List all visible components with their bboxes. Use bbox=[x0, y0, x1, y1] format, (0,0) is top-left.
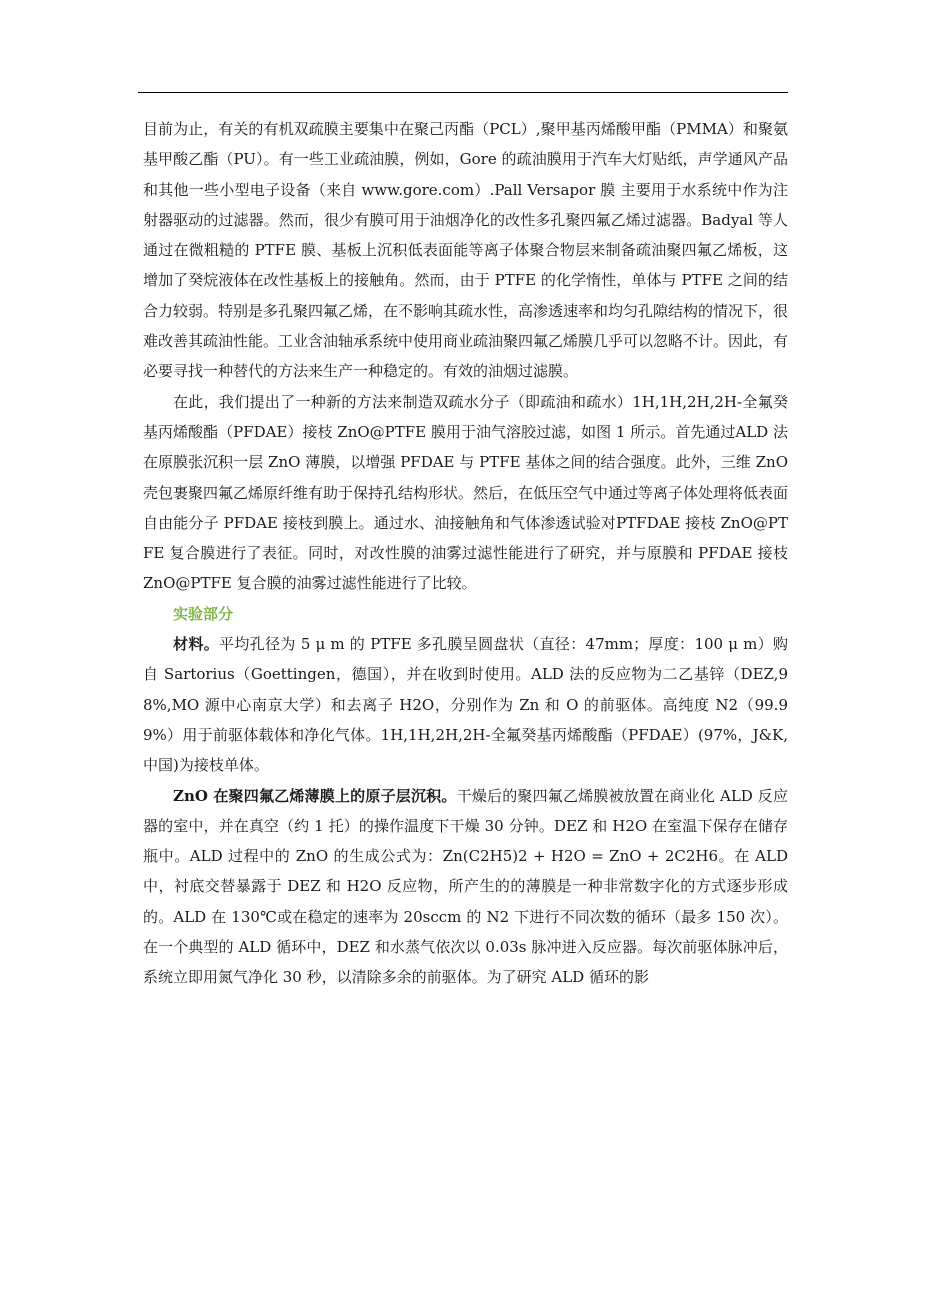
document-body bbox=[143, 114, 788, 993]
ald-body: 干燥后的聚四氟乙烯膜被放置在商业化 ALD 反应器的室中，并在真空（约 1 托）的操作温度下干燥 30 分钟。DEZ 和 H2O 在室温下保存在储存瓶中。ALD 过程中的 ZnO 的生成公式为：Zn(C2H5)2 + H2O = ZnO + 2C2H6。在 ALD 中，衬底交替暴露于 DEZ 和 H2O 反应物，所产生的的薄膜是一种非常数字化的方式逐步形成的。ALD 在 130℃或在稳定的速率为 20sccm 的 N2 下进行不同次数的循环（最多 150 次）。在一个典型的 ALD 循环中，DEZ 和水蒸气依次以 0.03s 脉冲进入反应器。每次前驱体脉冲后，系统立即用氮气净化 30 秒，以清除多余的前驱体。为了研究 ALD 循环的影 bbox=[143, 786, 788, 987]
paragraph-proposed-method: 在此，我们提出了一种新的方法来制造双疏水分子（即疏油和疏水）1H,1H,2H,2H-全氟癸基丙烯酸酯（PFDAE）接枝 ZnO@PTFE 膜用于油气溶胶过滤，如图 1 所示。首先通过ALD 法在原膜张沉积一层 ZnO 薄膜，以增强 PFDAE 与 PTFE 基体之间的结合强度。此外，三维 ZnO 壳包裹聚四氟乙烯原纤维有助于保持孔结构形状。然后，在低压空气中通过等离子体处理将低表面自由能分子 PFDAE 接枝到膜上。通过水、油接触角和气体渗透试验对PTFDAE 接枝 ZnO@PTFE 复合膜进行了表征。同时，对改性膜的油雾过滤性能进行了研究，并与原膜和 PFDAE 接枝 ZnO@PTFE 复合膜的油雾过滤性能进行了比较。 bbox=[143, 392, 789, 593]
paragraph-ald-deposition bbox=[143, 781, 788, 993]
materials-lead: 材料。 bbox=[173, 635, 220, 654]
header-rule bbox=[138, 92, 788, 93]
paragraph-intro-continued: 目前为止，有关的有机双疏膜主要集中在聚己丙酯（PCL）,聚甲基丙烯酸甲酯（PMMA）和聚氨基甲酸乙酯（PU）。有一些工业疏油膜，例如，Gore 的疏油膜用于汽车大灯贴纸，声学通风产品和其他一些小型电子设备（来自 www.gore.com）.Pall Versapor 膜 主要用于水系统中作为注射器驱动的过滤器。然而，很少有膜可用于油烟净化的改性多孔聚四氟乙烯过滤器。Badyal 等人通过在微粗糙的 PTFE 膜、基板上沉积低表面能等离子体聚合物层来制备疏油聚四氟乙烯板，这增加了癸烷液体在改性基板上的接触角。然而，由于 PTFE 的化学惰性，单体与 PTFE 之间的结合力较弱。特别是多孔聚四氟乙烯，在不影响其疏水性，高渗透速率和均匀孔隙结构的情况下，很难改善其疏油性能。工业含油轴承系统中使用商业疏油聚四氟乙烯膜几乎可以忽略不计。因此，有必要寻找一种替代的方法来生产一种稳定的。有效的油烟过滤膜。 bbox=[143, 120, 789, 381]
ald-lead: ZnO 在聚四氟乙烯薄膜上的原子层沉积。 bbox=[173, 786, 457, 805]
paragraph-materials bbox=[143, 629, 788, 780]
section-heading-experimental: 实验部分 bbox=[173, 604, 234, 623]
materials-body: 平均孔径为 5 μ m 的 PTFE 多孔膜呈圆盘状（直径：47mm；厚度：100 μ m）购自 Sartorius（Goettingen，德国），并在收到时使用。ALD 法的反应物为二乙基锌（DEZ,98%,MO 源中心南京大学）和去离子 H2O，分别作为 Zn 和 O 的前驱体。高纯度 N2（99.99%）用于前驱体载体和净化气体。1H,1H,2H,2H-全氟癸基丙烯酸酯（PFDAE）(97%，J&K,中国)为接枝单体。 bbox=[143, 635, 788, 775]
